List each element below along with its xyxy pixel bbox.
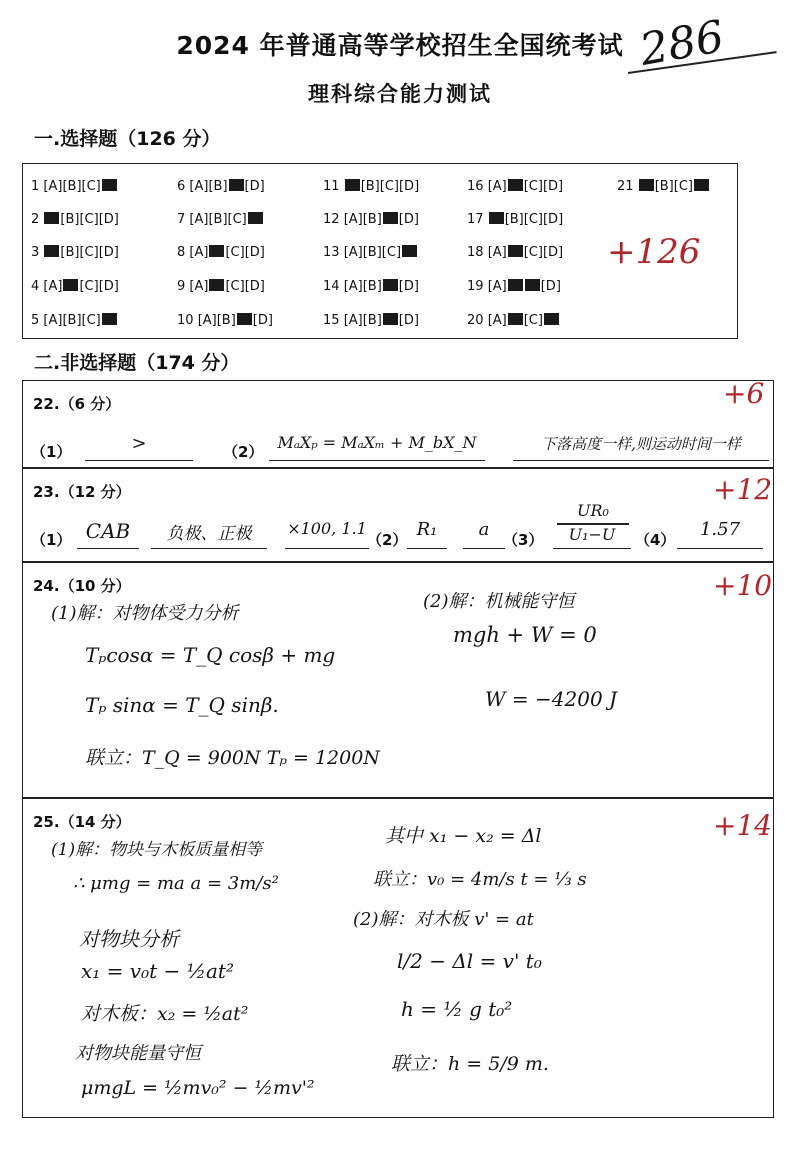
q25-work-line: l/2 − Δl = v' t₀: [397, 949, 542, 973]
q24-work-line: W = −4200 J: [485, 687, 618, 711]
answer-item-number: 11: [323, 179, 340, 194]
filled-bubble-D: [402, 245, 417, 257]
filled-bubble-A: [489, 212, 504, 224]
filled-bubble-B: [63, 279, 78, 291]
option-B: [B]: [208, 179, 228, 194]
option-C: [C]: [79, 212, 99, 227]
q25-work-line: 其中 x₁ − x₂ = Δl: [385, 825, 542, 847]
q24-work-line: (1)解：对物体受力分析: [51, 603, 239, 624]
q22-part1-label: （1）: [31, 443, 72, 461]
question-22-header: 22.（6 分）: [33, 395, 121, 413]
q22-answer-2: MₐXₚ = MₐXₘ + M_bX_N: [269, 433, 485, 461]
q23-part1-label: （1）: [31, 531, 72, 549]
q25-work-line: 对物块能量守恒: [75, 1043, 201, 1064]
answer-item-15: [323, 313, 419, 328]
answer-item-number: 16: [467, 179, 484, 194]
q23-answer-1b: 负极、正极: [151, 519, 267, 549]
filled-bubble-C: [229, 179, 244, 191]
option-B: [B]: [654, 179, 674, 194]
question-22-box: [22, 377, 774, 468]
filled-bubble-B: [508, 313, 523, 325]
q23-answer-1c: ×100, 1.1: [285, 519, 369, 549]
section-title-nonchoice: 二.非选择题（174 分）: [34, 352, 240, 374]
filled-bubble-A: [639, 179, 654, 191]
q22-answer-3: 下落高度一样,则运动时间一样: [513, 433, 769, 461]
answer-item-number: 4: [31, 279, 40, 294]
answer-item-number: 7: [177, 212, 186, 227]
answer-item-13: [323, 245, 418, 260]
filled-bubble-C: [237, 313, 252, 325]
option-D: [D]: [252, 313, 273, 328]
option-C: [C]: [227, 212, 247, 227]
q23-part3-label: （3）: [503, 531, 544, 549]
option-D: [D]: [398, 313, 419, 328]
answer-item-20: [467, 313, 560, 328]
question-23-score: +12: [713, 473, 773, 506]
option-A: [A]: [343, 313, 363, 328]
option-D: [D]: [98, 245, 119, 260]
option-C: [C]: [81, 313, 101, 328]
option-C: [C]: [225, 245, 245, 260]
option-C: [C]: [225, 279, 245, 294]
answer-item-17: [467, 212, 563, 227]
option-C: [C]: [379, 179, 399, 194]
option-A: [A]: [43, 313, 63, 328]
q24-work-line: (2)解：机械能守恒: [423, 591, 575, 612]
option-B: [B]: [208, 212, 228, 227]
option-D: [D]: [540, 279, 561, 294]
option-B: [B]: [62, 179, 82, 194]
option-B: [B]: [60, 212, 80, 227]
answer-item-number: 13: [323, 245, 340, 260]
question-24-score: +10: [713, 569, 773, 602]
answer-item-1: [31, 179, 118, 194]
answer-item-14: [323, 279, 419, 294]
option-A: [A]: [43, 179, 63, 194]
filled-bubble-A: [44, 212, 59, 224]
question-23-box: [22, 468, 774, 562]
option-D: [D]: [398, 179, 420, 194]
answer-item-6: [177, 179, 265, 194]
q23-part2-label: （2）: [367, 531, 408, 549]
option-D: [D]: [244, 179, 265, 194]
answer-item-9: [177, 279, 265, 294]
q23-answer-4: 1.57: [677, 519, 763, 549]
q24-work-line: 联立：T_Q = 900N Tₚ = 1200N: [85, 747, 380, 769]
q24-work-line: Tₚcosα = T_Q cosβ + mg: [85, 643, 336, 667]
answer-item-number: 14: [323, 279, 340, 294]
answer-item-8: [177, 245, 265, 260]
exam-subtitle: 理科综合能力测试: [308, 82, 492, 106]
section-title-choice: 一.选择题（126 分）: [34, 128, 221, 150]
answer-item-18: [467, 245, 563, 260]
choice-score: +126: [607, 232, 701, 272]
q25-work-line: 对木板：x₂ = ½at²: [81, 1003, 249, 1025]
option-A: [A]: [343, 212, 363, 227]
q23-answer-3-denominator: U₁−U: [553, 525, 631, 549]
option-B: [B]: [216, 313, 236, 328]
filled-bubble-B: [508, 179, 523, 191]
q22-part2-label: （2）: [223, 443, 264, 461]
option-B: [B]: [504, 212, 524, 227]
q25-work-line: h = ½ g t₀²: [401, 997, 513, 1021]
q25-work-line: ∴ μmg = ma a = 3m/s²: [73, 873, 279, 894]
question-23-header: 23.（12 分）: [33, 483, 131, 501]
answer-item-number: 19: [467, 279, 484, 294]
answer-item-16: [467, 179, 563, 194]
answer-item-11: [323, 179, 419, 194]
answer-item-5: [31, 313, 118, 328]
option-B: [B]: [362, 212, 382, 227]
q22-answer-1: >: [85, 433, 193, 461]
q25-work-line: 联立：v₀ = 4m/s t = ⅓ s: [373, 869, 587, 890]
option-A: [A]: [197, 313, 217, 328]
answer-item-3: [31, 245, 119, 260]
answer-item-number: 17: [467, 212, 484, 227]
option-C: [C]: [79, 245, 99, 260]
answer-item-number: 20: [467, 313, 484, 328]
option-C: [C]: [381, 245, 402, 260]
question-24-header: 24.（10 分）: [33, 577, 131, 595]
option-A: [A]: [487, 279, 507, 294]
option-D: [D]: [398, 212, 419, 227]
q25-work-line: μmgL = ½mv₀² − ½mv'²: [81, 1077, 315, 1099]
option-D: [D]: [98, 279, 119, 294]
option-B: [B]: [360, 179, 380, 194]
answer-item-number: 12: [323, 212, 340, 227]
option-C: [C]: [79, 279, 99, 294]
answer-item-number: 8: [177, 245, 186, 260]
option-A: [A]: [343, 279, 363, 294]
filled-bubble-B: [209, 245, 224, 257]
option-A: [A]: [343, 245, 363, 260]
option-A: [A]: [487, 313, 507, 328]
q25-work-line: 联立：h = 5/9 m.: [391, 1053, 549, 1075]
filled-bubble-C: [383, 212, 398, 224]
answer-item-19: [467, 279, 561, 294]
option-D: [D]: [244, 279, 265, 294]
answer-item-4: [31, 279, 119, 294]
answer-item-2: [31, 212, 119, 227]
answer-item-number: 5: [31, 313, 40, 328]
option-D: [D]: [98, 212, 119, 227]
answer-item-number: 21: [617, 179, 634, 194]
option-A: [A]: [487, 245, 507, 260]
question-25-header: 25.（14 分）: [33, 813, 131, 831]
exam-title: 2024 年普通高等学校招生全国统考试: [176, 31, 624, 60]
question-25-box: [22, 798, 774, 1118]
option-B: [B]: [62, 313, 82, 328]
filled-bubble-D: [544, 313, 559, 325]
option-C: [C]: [523, 212, 543, 227]
option-B: [B]: [362, 245, 382, 260]
filled-bubble-C: [383, 313, 398, 325]
option-B: [B]: [362, 279, 382, 294]
q23-answer-1a: CAB: [77, 519, 139, 549]
option-A: [A]: [189, 212, 209, 227]
question-24-box: [22, 562, 774, 798]
option-A: [A]: [487, 179, 507, 194]
q25-work-line: 对物块分析: [79, 927, 179, 951]
answer-item-21: [617, 179, 710, 194]
filled-bubble-D: [248, 212, 263, 224]
q24-work-line: Tₚ sinα = T_Q sinβ.: [85, 693, 279, 717]
option-A: [A]: [43, 279, 63, 294]
option-A: [A]: [189, 279, 209, 294]
option-D: [D]: [542, 212, 564, 227]
answer-item-number: 3: [31, 245, 40, 260]
answer-item-7: [177, 212, 264, 227]
filled-bubble-D: [102, 313, 117, 325]
option-D: [D]: [542, 245, 564, 260]
filled-bubble-D: [694, 179, 709, 191]
answer-item-number: 1: [31, 179, 40, 194]
answer-item-10: [177, 313, 273, 328]
filled-bubble-B: [508, 279, 523, 291]
option-B: [B]: [60, 245, 80, 260]
filled-bubble-A: [345, 179, 360, 191]
filled-bubble-A: [44, 245, 59, 257]
filled-bubble-B: [508, 245, 523, 257]
q23-answer-2a: R₁: [407, 519, 447, 549]
option-B: [B]: [362, 313, 382, 328]
option-C: [C]: [523, 245, 543, 260]
question-22-score: +6: [723, 377, 765, 410]
q23-answer-2b: a: [463, 519, 505, 549]
q25-work-line: x₁ = v₀t − ½at²: [81, 959, 234, 983]
answer-item-number: 10: [177, 313, 194, 328]
total-score-handwritten: 286: [636, 11, 728, 76]
option-A: [A]: [189, 179, 209, 194]
q25-work-line: (1)解：物块与木板质量相等: [51, 840, 263, 860]
question-25-score: +14: [713, 809, 773, 842]
option-C: [C]: [673, 179, 693, 194]
option-C: [C]: [523, 313, 543, 328]
answer-item-number: 6: [177, 179, 186, 194]
filled-bubble-B: [209, 279, 224, 291]
option-A: [A]: [189, 245, 209, 260]
answer-item-number: 15: [323, 313, 340, 328]
option-D: [D]: [542, 179, 564, 194]
option-D: [D]: [398, 279, 419, 294]
q23-part4-label: （4）: [635, 531, 676, 549]
filled-bubble-D: [102, 179, 117, 191]
answer-item-number: 18: [467, 245, 484, 260]
q23-answer-3-numerator: UR₀: [577, 501, 609, 520]
option-C: [C]: [81, 179, 101, 194]
q25-work-line: (2)解：对木板 v' = at: [353, 909, 534, 930]
filled-bubble-C: [383, 279, 398, 291]
option-D: [D]: [244, 245, 265, 260]
filled-bubble-C: [525, 279, 540, 291]
answer-item-number: 2: [31, 212, 40, 227]
answer-item-number: 9: [177, 279, 186, 294]
option-C: [C]: [523, 179, 543, 194]
q24-work-line: mgh + W = 0: [453, 623, 597, 647]
answer-item-12: [323, 212, 419, 227]
